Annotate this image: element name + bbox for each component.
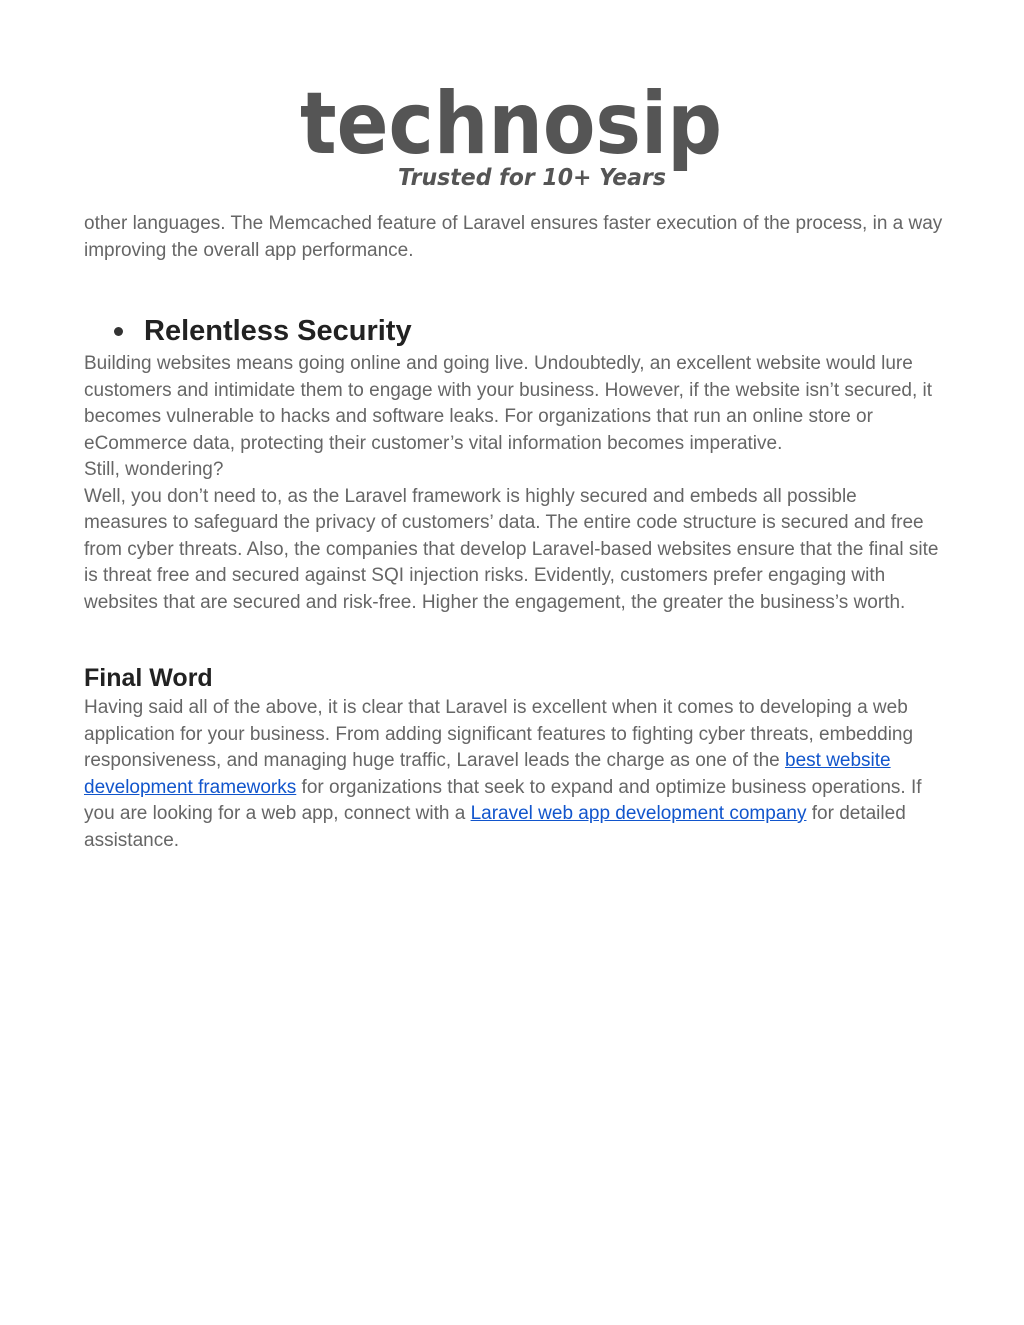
final-text-part-1: Having said all of the above, it is clear that Laravel is excellent when it comes to developing a web application for your business. From adding significant features to fighting cyber threats, embedding responsiveness, and managing huge traffic, Laravel leads the charge as one of the [84, 697, 914, 771]
relentless-security-heading [84, 311, 944, 351]
intro-continued-paragraph: other languages. The Memcached feature of Laravel ensures faster execution of the process, in a way improving the overall app performance. [84, 213, 943, 261]
final-word-heading: Final Word [84, 664, 213, 692]
document-content [84, 211, 944, 854]
logo-wordmark: technosip [300, 80, 722, 174]
logo-tagline: Trusted for 10+ Years [398, 165, 666, 191]
security-paragraph-1: Building websites means going online and going live. Undoubtedly, an excellent website would lure customers and intimidate them to engage with your business. However, if the website isn’t secured, it becomes vulnerable to hacks and software leaks. For organizations that run an online store or eCommerce data, protecting their customer’s vital information becomes imperative. [84, 353, 933, 454]
security-paragraph-2: Still, wondering? [84, 459, 224, 480]
final-text-part-2: for organizations that seek to expand and optimize business operations. If you are looking for a web app, connect with a [84, 776, 922, 824]
security-paragraph-3: Well, you don’t need to, as the Laravel framework is highly secured and embeds all possible measures to safeguard the privacy of customers’ data. The entire code structure is secured and free from cyber threats. Also, the companies that develop Laravel-based websites ensure that the final site is threat free and secured against SQI injection risks. Evidently, customers prefer engaging with websites that are secured and risk-free. Higher the engagement, the greater the business’s worth. [84, 485, 939, 613]
technosip-logo [300, 80, 725, 192]
best-website-frameworks-link[interactable]: best website development frameworks [84, 750, 891, 798]
final-word-paragraph [84, 695, 944, 854]
laravel-company-link[interactable]: Laravel web app development company [470, 803, 807, 824]
bullet-dot-icon [114, 327, 123, 336]
final-text-part-3: for detailed assistance. [84, 803, 906, 851]
technosip-logo-graphic [300, 80, 725, 192]
security-heading-text: Relentless Security [144, 315, 412, 347]
